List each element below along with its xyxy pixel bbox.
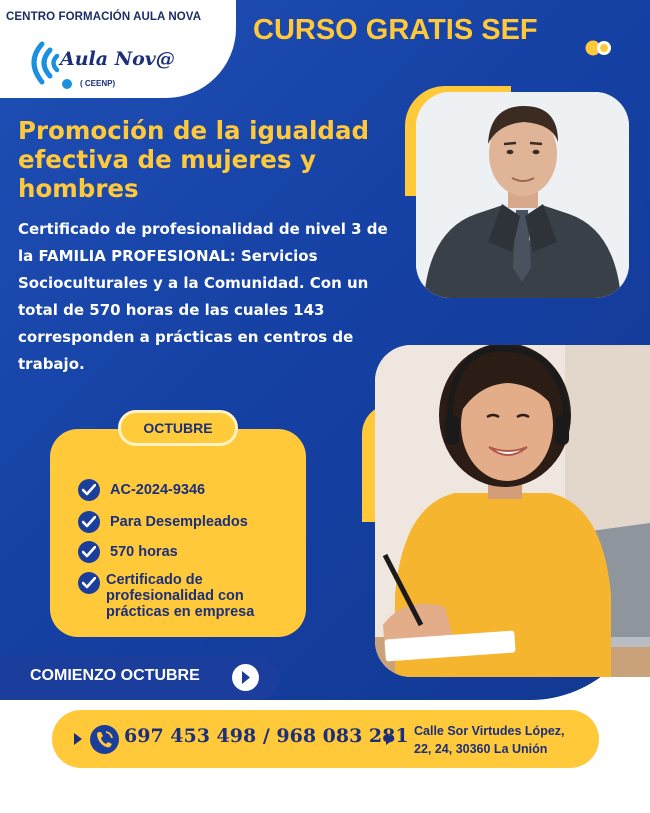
triangle-bullet-icon [74,733,82,745]
phone-icon [90,725,119,754]
check-circle-icon [78,511,100,533]
phone-numbers: 697 453 498 / 968 083 281 [124,725,409,747]
check-circle-icon [78,572,100,594]
student-photo [375,345,650,677]
address [414,722,565,758]
student-illustration [375,345,650,677]
check-circle-icon [78,541,100,563]
feature-label: 570 horas [110,544,178,560]
businessman-illustration [416,92,629,298]
brand-name: Aula Nov@ [60,48,175,70]
address-line-2: 22, 24, 30360 La Unión [414,742,548,756]
toggle-icon [585,40,613,56]
address-line-1: Calle Sor Virtudes López, [414,724,565,738]
feature-label: AC-2024-9346 [110,482,206,498]
logo-card [0,0,236,98]
start-cta-label: COMIENZO OCTUBRE [30,667,200,684]
businessman-photo [416,92,629,298]
brand-subtitle: ( CEENP) [80,79,116,88]
feature-code [78,479,205,501]
feature-hours [78,541,178,563]
feature-certificate [78,572,254,620]
course-description: Certificado de profesionalidad de nivel 3 de la FAMILIA PROFESIONAL: Servicios Socioculturales y a la Comunidad. Con un total de 570 horas de las cuales 143 corresponden a prácticas en centros de trabajo. [18,220,388,373]
center-name: CENTRO FORMACIÓN AULA NOVA [6,11,202,23]
course-title: Promoción de la igualdad efectiva de mujeres y hombres [18,116,370,203]
contact-bar [52,710,599,768]
headline: CURSO GRATIS SEF [253,14,538,46]
info-card [50,429,306,637]
feature-label: Certificado de profesionalidad con prácticas en empresa [106,572,255,620]
month-badge: OCTUBRE [118,410,238,446]
triangle-bullet-icon [386,733,394,745]
feature-audience [78,511,248,533]
feature-label: Para Desempleados [110,514,248,530]
arrow-right-circle-icon[interactable] [232,664,259,691]
start-cta[interactable] [0,655,280,700]
check-circle-icon [78,479,100,501]
